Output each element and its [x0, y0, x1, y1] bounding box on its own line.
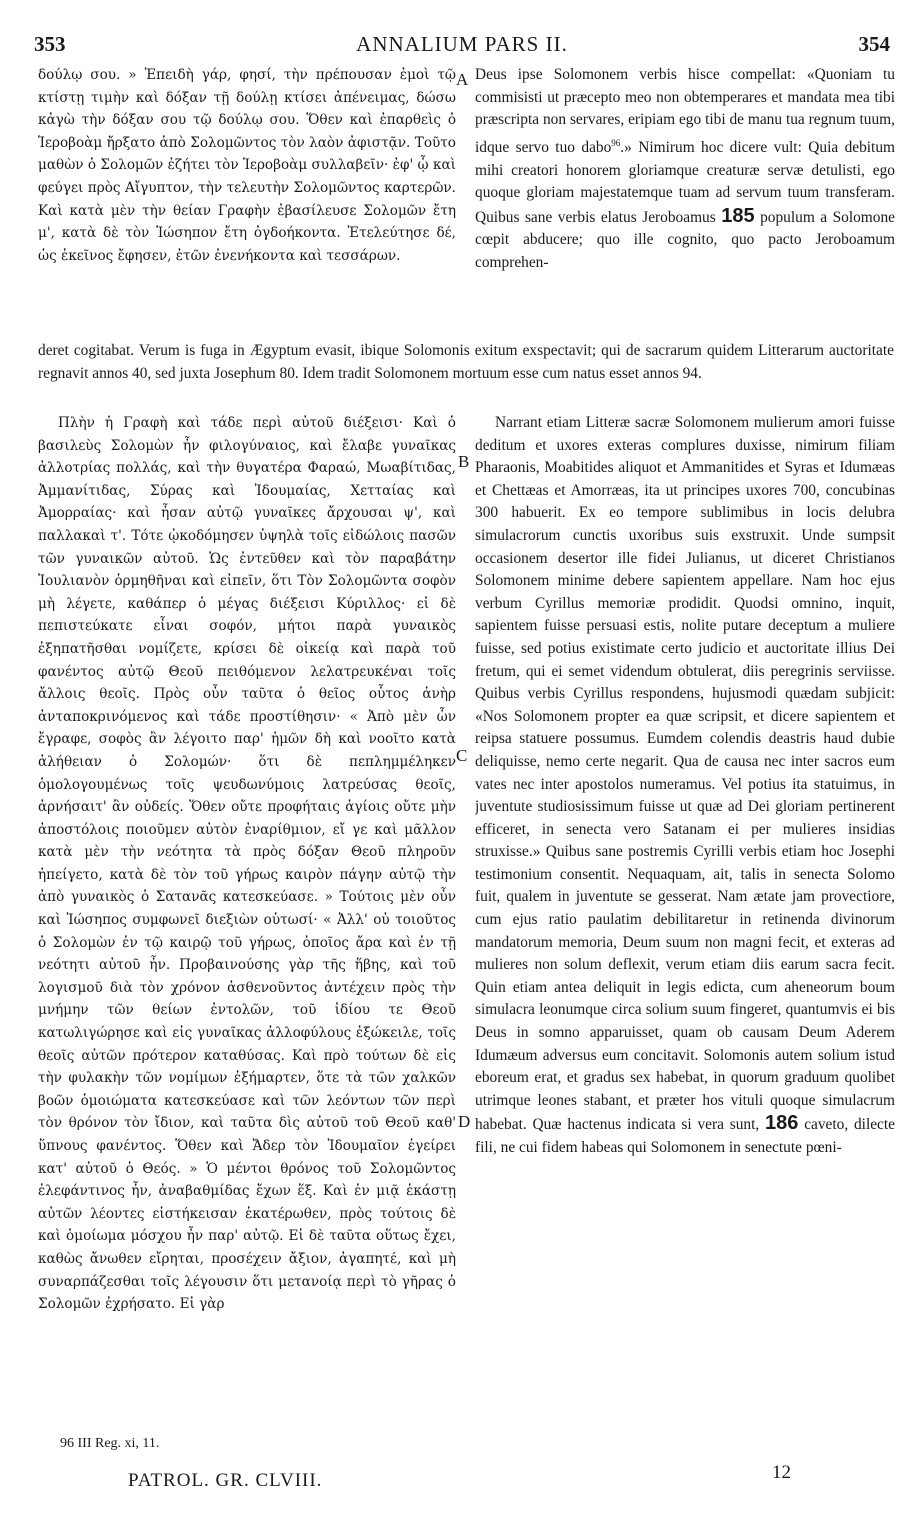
footnote-ref-96: 96	[611, 137, 621, 148]
greek-column-a	[38, 64, 456, 336]
latin-text-b2: caveto, dilecte fili, ne cui fidem habeas qui Solomonem in senectute pœni-	[475, 1116, 895, 1156]
margin-letter-c: C	[456, 746, 468, 765]
footnote: 96 III Reg. xi, 11.	[60, 1436, 160, 1451]
page-number-left: 353	[34, 32, 66, 56]
section-number-185: 185	[721, 204, 755, 227]
greek-text-b: Πλὴν ἡ Γραφὴ καὶ τάδε περὶ αὐτοῦ διέξεισι· Καὶ ὁ βασιλεὺς Σολομὼν ἦν φιλογύναιος, καὶ ἔλαβε γυναῖκας ἀλλοτρίας πολλάς, καὶ τὴν θυγατέρα Φαραώ, Μωαβίτιδας, Ἀμμανίτιδας, Σύρας καὶ Ἰδουμαίας, Χετταίας καὶ Ἀμορραίας· καὶ ἦσαν αὐτῷ γυναῖκες ἄρχουσαι ψ', καὶ παλλακαὶ τ'. Τότε ᾠκοδόμησεν ὑψηλὰ τοῖς εἰδώλοις πασῶν τῶν γυναικῶν αὐτοῦ. Ὡς ἐντεῦθεν καὶ τὸν παραβάτην Ἰουλιανὸν ὁρμηθῆναι καὶ εἰπεῖν, ὅτι Τὸν Σολομῶντα σοφὸν μὴ λέγετε, καθάπερ ὁ μέγας διέξεισι Κύριλλος· εἰ δὲ πεπιστεύκατε εἶναι σοφόν, μήτοι παρὰ γυναικὸς ἐξηπατῆσθαι νομίζετε, κρίσει δὲ οἰκείᾳ καὶ παρὰ τοῦ φανέντος αὐτῷ Θεοῦ πειθόμενον λελατρευκέναι τοῖς ἄλλοις θεοῖς. Πρὸς οὖν ταῦτα ὁ θεῖος οὗτος ἀνὴρ ἀνταποκρινόμενος καὶ τάδε προστίθησιν· « Ἀπὸ μὲν ὧν ἔγραφε, σοφὸς ἂν λέγοιτο παρ' ἡμῶν δὴ καὶ νοοῖτο κατὰ ἀλήθειαν ὁ Σολομών· ὅτι δὲ πεπλημμέληκεν ὁμολογουμένως τοῖς ψευδωνύμοις λατρεύσας θεοῖς, ἀρνήσαιτ' ἂν οὐδείς. Ὅθεν οὔτε προφήταις ἁγίοις οὔτε μὴν ἀποστόλοις ποιοῦμεν αὐτὸν ἐναρίθμιον, εἴ γε καὶ μᾶλλον κατὰ μὲν τὴν νεότητα τὰ πρὸς δόξαν Θεοῦ πληροῦν ἠπείγετο, κατὰ δὲ τὸν τοῦ γήρως καιρὸν πάγην αὐτῷ τὴν ἀπὸ γυναικὸς ὁ Σατανᾶς κατεσκεύασε. » Τούτοις μὲν οὖν καὶ Ἰώσηπος συμφωνεῖ διεξιὼν οὑτωσί· « Ἀλλ' οὐ τοιοῦτος ὁ Σολομὼν ἐν τῷ καιρῷ τοῦ γήρως, ὁποῖος ἄρα καὶ ἐν τῇ νεότητι αὐτοῦ ἦν. Προβαινούσης γὰρ τῆς ἥβης, καὶ τοῦ λογισμοῦ διὰ τὸν χρόνον ἀσθενοῦντος ἀντέχειν πρὸς τὴν μνήμην τῶν θείων ἐντολῶν, τοῦ ἰδίου τε Θεοῦ κατωλιγώρησε καὶ εἰς γυναῖκας ἀλλοφύλους ἐξώκειλε, τοῖς θεοῖς αὐτῶν πρότερον καταθύσας. Καὶ πρὸ τούτων δὲ εἰς τὴν φυλακὴν τῶν νομίμων ἐξήμαρτεν, ὅτε τὰ τῶν χαλκῶν βοῶν ὁμοιώματα κατεσκεύασε καὶ τῶν λεόντων τῶν περὶ τὸν θρόνον τὸν ἴδιον, καὶ ταῦτα δὶς αὐτοῦ τοῦ Θεοῦ καθ' ὕπνους φανέντος. Ὅθεν καὶ Ἄδερ τὸν Ἰδουμαῖον ἐγείρει κατ' αὐτοῦ ὁ Θεός. » Ὁ μέντοι θρόνος τοῦ Σολομῶντος ἐλεφάντινος ἦν, ἀναβαθμίδας ἔχων ἕξ. Καὶ ἐν μιᾷ ἑκάστῃ αὐτῶν λέοντες εἱστήκεισαν ἑκατέρωθεν, πρὸς τούτοις δὲ καὶ ὁμοίωμα μόσχου ἦν παρ' αὐτῷ. Εἰ δὲ ταῦτα οὕτως ἔχει, καθὼς ἄνωθεν εἴρηται, προσέχειν ἄξιον, ἀγαπητέ, καὶ μὴ συναρπάζεσθαι τοῖς λέγουσιν ὅτι μετανοίᾳ περὶ τὸ γῆρας ὁ Σολομῶν ἐχρήσατο. Εἰ γὰρ	[38, 415, 456, 1313]
footer-series: PATROL. GR. CLVIII.	[128, 1470, 323, 1491]
margin-letter-b: B	[458, 452, 470, 471]
section-number-186: 186	[765, 1112, 799, 1135]
latin-column-b	[475, 412, 895, 1428]
greek-text-a: δούλῳ σου. » Ἐπειδὴ γάρ, φησί, τὴν πρέπουσαν ἐμοὶ τῷ κτίστῃ τιμὴν καὶ δόξαν τῇ δούλῃ κτίσει ἀπένειμας, δώσω κἀγὼ τὴν δόξαν σου τῷ δούλῳ σου. Ὅθεν καὶ ἐπαρθεὶς ὁ Ἱεροβοὰμ ἤρξατο ἀπὸ Σολομῶντος τὸν λαὸν ἀφιστᾷν. Τοῦτο μαθὼν ὁ Σολομῶν ἐζήτει τὸν Ἱεροβοὰμ συλλαβεῖν· ἐφ' ᾧ καὶ φεύγει πρὸς Αἴγυπτον, τὴν τελευτὴν Σολομῶντος καρτερῶν. Καὶ κατὰ μὲν τὴν θείαν Γραφὴν ἐβασίλευσε Σολομῶν ἔτη μ', κατὰ δὲ τὸν Ἰώσηπον ἔτη ὀγδοήκοντα. Ἐτελεύτησε δέ, ὡς ἐκεῖνος ἔφησεν, ἐτῶν ἐνενήκοντα καὶ τεσσάρων.	[38, 67, 456, 264]
latin-text-a3: populum a Solomone cœpit abducere; quo ille cognito, quo pacto Jeroboamum comprehen-	[475, 208, 895, 271]
margin-letter-a: A	[456, 70, 469, 89]
running-title: ANNALIUM PARS II.	[356, 32, 568, 56]
running-header	[34, 32, 890, 62]
footer-signature: 12	[772, 1462, 791, 1483]
full-width-continuation: deret cogitabat. Verum is fuga in Ægyptum evasit, ibique Solomonis exitum exspectavit; qui de sacrarum quidem Litterarum auctoritate regnavit annos 40, sed juxta Josephum 80. Idem tradit Solomonem mortuum esse cum natus esset annos 94.	[38, 342, 894, 382]
margin-letter-d: D	[458, 1112, 471, 1131]
latin-text-a2: .» Nimirum hoc dicere vult: Quia debitum mihi creatori honorem gloriamque creaturæ servæ detulisti, ego quoque gloriam majestatemque tuam ad servum tuum transferam. Quibus sane verbis elatus Jeroboamus	[475, 138, 895, 226]
greek-column-b	[38, 412, 456, 1428]
latin-text-b1: Narrant etiam Litteræ sacræ Solomonem mulierum amori fuisse deditum et uxores exteras complures duxisse, nimirum filiam Pharaonis, Moabitides aliquot et Ammanitides et Syras et Idumæas et Chettæas et Amorræas, ita ut principes uxores 700, concubinas 300 habuerit. Ex eo tempore sublimibus in locis delubra simulacrorum cunctis uxoribus suis exstruxit. Unde sumpsit occasionem desertor ille fidei Julianus, ut diceret Christianos Solomonem minime debere sapientem appellare. Nam hoc ejus verbum Cyrillus memoriæ prodidit. Quodsi omnino, inquit, sapientem fuisse persuasi estis, nolite putare deceptum a muliere fuisse, sed potius existimate certo judicio et auctoritate illius Dei fretum, qui ei semet videndum obtulerat, diis peregrinis serviisse. Quibus verbis Cyrillus respondens, hujusmodi quædam subjicit: «Nos Solomonem propter ea quæ scripsit, et dicere sapientem et reipsa statuere possumus. Eumdem colendis deastris haud dubie deliquisse, nemo certe negarit. Qua de causa nec inter sacros eum vates nec inter apostolos numeramus. Vel potius ita statuimus, in juventute studiosissimum fuisse ut quæ ad Dei gloriam pertinerent efficeret, in senecta vero Satanam ei per mulieres insidias struxisse.» Quibus sane postremis Cyrilli verbis etiam hoc Josephi testimonium consentit. Nequaquam, ait, talis in senecta Solomo fuit, qualem in juventute se gesserat. Nam ætate jam provectiore, cum ejus ratio paulatim debilitaretur in retinenda divinorum mandatorum memoria, Deum suum non magni fecit, et exteras ad mulieres non solum deflexit, verum etiam diis earum sacra fecit. Quin etiam antea deliquit in legis edicta, cum aheneorum boum simulacra leonumque circa solium suum fingeret, quantumvis ei bis Deus in somno apparuisset, quam ob causam Deum Aderem Idumæum adversus eum concitavit. Solomonis autem solium istud eboreum erat, et gradus sex habebat, in quorum graduum quolibet utrimque leones stabant, et præter hos vituli quoque simulacrum habebat. Quæ hactenus indicata si vera sunt,	[475, 414, 895, 1134]
latin-column-a	[475, 64, 895, 336]
latin-text-a1: Deus ipse Solomonem verbis hisce compellat: «Quoniam tu commisisti ut præcepto meo non obtemperares et mandata mea tibi præscripta non servares, eripiam ego tibi de manu tua regnum tuum, idque servo tuo dabo	[475, 66, 895, 156]
page-number-right: 354	[858, 32, 890, 56]
